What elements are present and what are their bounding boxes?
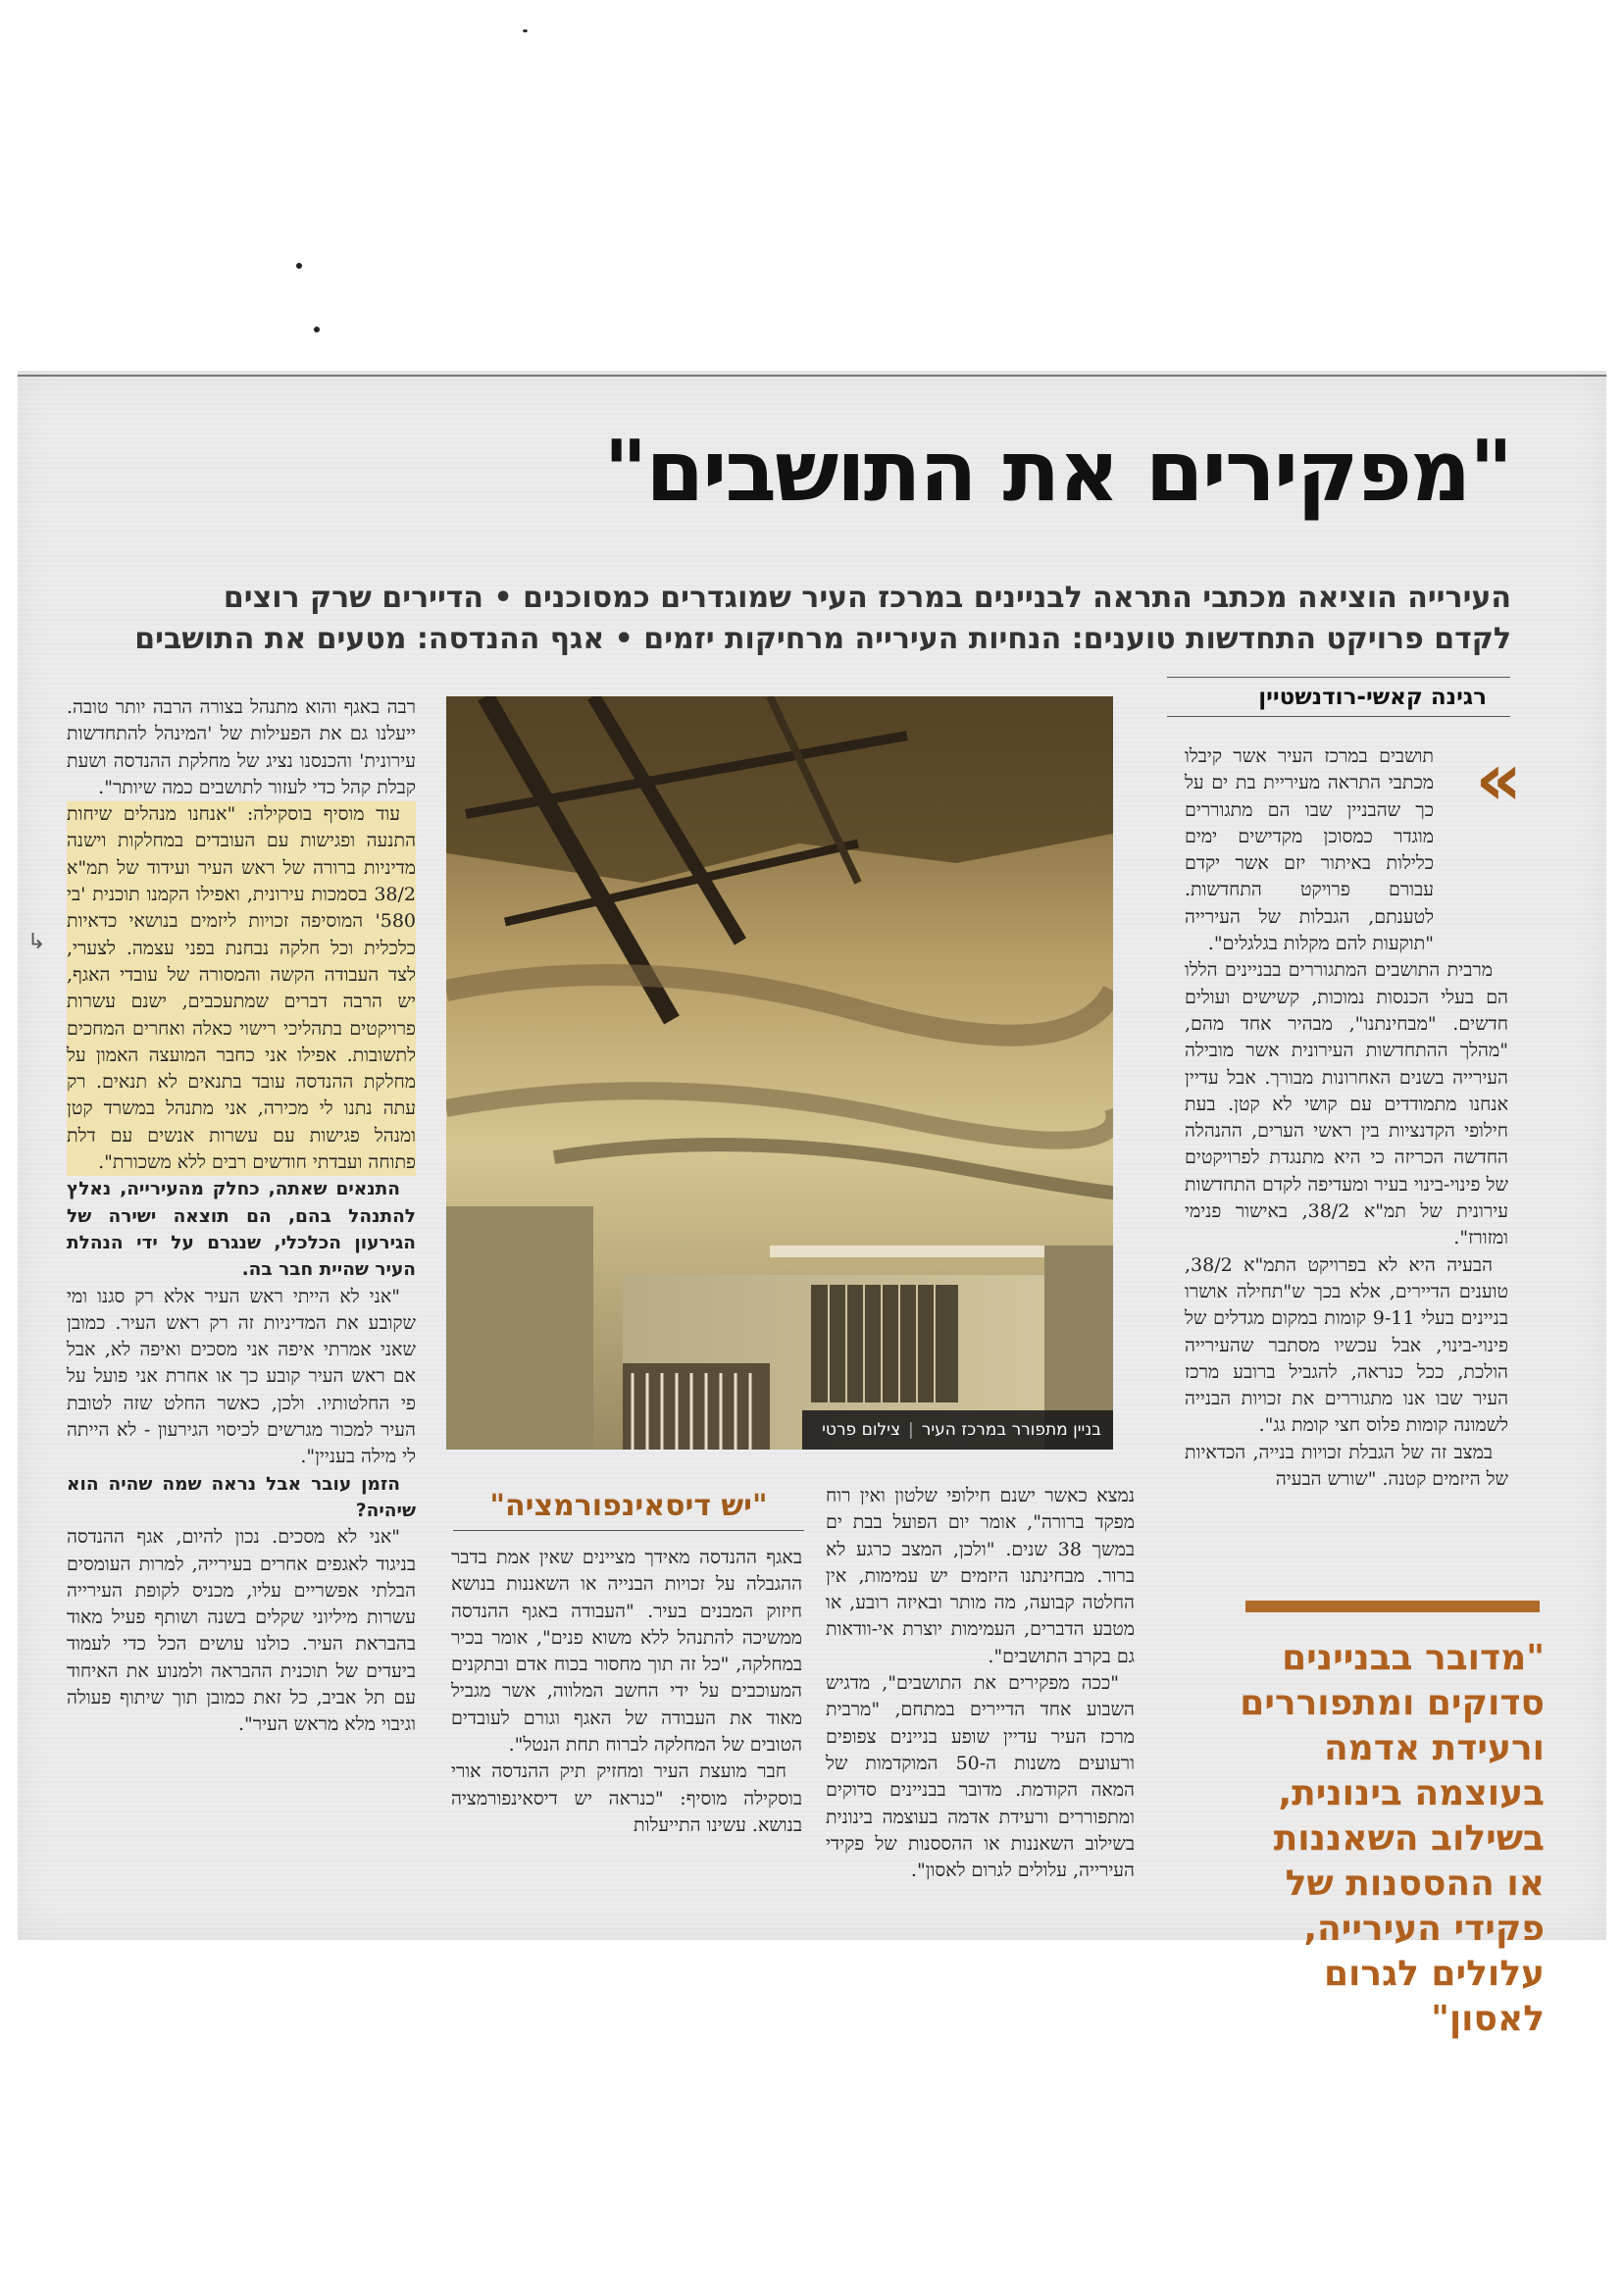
paragraph: תושבים במרכז העיר אשר קיבלו מכתבי התראה מעיריית בת ים על כך שהבניין שבו הם מתגוררים מוגדר כמסוכן מקדישים ימים כלילות באיתור יזם אשר יקדם עבורם פרויקט התחדשות. לטענתם, הגבלות של העירייה "תוקעות להם מקלות בגלגלים". [1185, 745, 1434, 955]
column-middle-bottom [826, 1483, 1135, 1884]
byline-rule [1167, 677, 1510, 678]
scan-speck [296, 263, 302, 269]
caption-separator: | [908, 1420, 914, 1440]
photo-caption-text: בניין מתפורר במרכז העיר [921, 1420, 1101, 1440]
pull-quote-rule [1245, 1601, 1540, 1612]
paragraph: מרבית התושבים המתגוררים בבניינים הללו הם בעלי הכנסות נמוכות, קשישים ועולים חדשים. "מבחינתנו", מבהיר אחד מהם, "מהלך ההתחדשות העירונית אשר מובילה העירייה בשנים האחרונות מבורך. אבל עדיין אנחנו מתמודדים עם קושי לא קטן. בעת חילופי הקדנציות בין ראשי הערים, ההנהלה החדשה הכריזה כי היא מתנגדת לפרויקטים של פינוי-בינוי בעיר ומעדיפה לקדם התחדשות עירונית של תמ"א 38/2, באישור פנימי ומזורז". [1185, 959, 1508, 1249]
section-heading-rule [453, 1530, 804, 1531]
subtitle-line-2: לקדם פרויקט התחדשות טוענים: הנחיות העירייה מרחיקות יזמים • אגף ההנדסה: מטעים את התושבים [134, 622, 1511, 656]
question-paragraph: התנאים שאתה, כחלק מהעירייה, נאלץ להתנהל בהם, הם תוצאה ישירה של הגירעון הכלכלי, שנגרם על ידי הנהלת העיר שהיית חבר בה. [67, 1179, 416, 1281]
scan-speck [523, 29, 528, 32]
paragraph: הבעיה היא לא בפרויקט התמ"א 38/2, טוענים הדיירים, אלא בכך ש"תחילה אושרו בניינים בעלי 9-11 קומות במקום מגדלים של פינוי-בינוי, אבל עכשיו מסתבר שהעירייה הולכת, ככל כנראה, להגביל ברובע מרכז העיר שבו אנו מתגוררים את זכויות הבנייה לשמונה קומות פלוס חצי קומת גג". [1185, 1253, 1508, 1437]
byline: רגינה קאשי-רודנשטיין [1258, 685, 1487, 710]
paragraph: באגף ההנדסה מאידך מציינים שאין אמת בדבר ההגבלה על זכויות הבנייה או השאננות בנושא חיזוק המבנים בעיר. "העבודה באגף ההנדסה ממשיכה להתנהל ללא משוא פנים", אומר בכיר במחלקה, "כל זה תוך מחסור בכוח אדם ובתקנים המעוכבים על ידי החשב המלווה, אשר מגביל מאוד את העבודה של האגף וגורם לעובדים הטובים של המחלקה לברוח תחת הנטל". [451, 1547, 802, 1757]
paragraph: "ככה מפקירים את התושבים", מדגיש השבוע אחד הדיירים במתחם, "מרבית מרכז העיר עדיין שופע בניינים צפופים ורעועים משנות ה-50 המוקדמות של המאה הקודמת. מדובר בבניינים סדוקים ומתפוררים ורעידת אדמה בעוצמה בינונית בשילוב השאננות או ההססנות של פקידי העירייה, עלולים לגרום לאסון". [826, 1672, 1135, 1882]
scan-speck [314, 327, 320, 332]
pull-quote: "מדובר בבניינים סדוקים ומתפוררים ורעידת אדמה בעוצמה בינונית, בשילוב השאננות או ההססנות של פקידי העירייה, עלולים לגרום לאסון" [1240, 1638, 1545, 2039]
photo-caption [802, 1410, 1113, 1450]
question-paragraph: הזמן עובר אבל נראה שמה שהיה הוא שיהיה? [67, 1473, 416, 1521]
headline: "מפקירים את התושבים" [603, 423, 1511, 521]
hand-arrow-icon: ↳ [27, 930, 46, 954]
paragraph: רבה באגף והוא מתנהל בצורה הרבה יותר טובה. ייעלנו גם את הפעילות של 'המינהל להתחדשות עירונית' והכנסנו נציג של מחלקת ההנדסה ושעת קבלת קהל כדי לעזור לתושבים כמה שיותר". [67, 696, 416, 798]
paragraph: "אני לא הייתי ראש העיר אלא רק סגנו ומי שקובע את המדיניות זה רק ראש העיר. כמובן שאני אמרתי איפה אני מסכים ואיפה לא, אבל אם ראש העיר קובע כך או אחרת אני פועל על פי החלטותיו. ולכן, כאשר החלט שזה לטובת העיר למכור מגרשים לכיסוי הגירעון - לא הייתה לי מילה בעניין". [67, 1285, 416, 1468]
column-left-middle-bottom [451, 1545, 802, 1839]
paragraph: "אני לא מסכים. נכון להיום, אגף ההנדסה בניגוד לאגפים אחרים בעירייה, למרות העומסים הבלתי אפשריים עליו, מכניס לקופת העירייה עשרות מיליוני שקלים בשנה ושותף פעיל מאוד בהבראת העיר. כולנו עושים הכל כדי לעמוד ביעדים של תוכנית ההבראה ולמנוע את האיחוד עם תל אביב, כל זאת כמובן תוך שיתוף פעולה וגיבוי מלא מראש העיר". [67, 1526, 416, 1736]
double-chevron-left-icon: » [1475, 738, 1522, 822]
highlighted-paragraph: עוד מוסיף בוסקילה: "אנחנו מנהלים שיחות התנעה ופגישות עם העובדים במחלקות וישנה מדיניות ברורה של ראש העיר ועידוד של תמ"א 38/2 בסמכות עירונית, ואפילו הקמנו תוכנית 'בי 580' המוסיפה זכויות ליזמים בנושאי כדאיות כלכלית וכל חלקה נבחנת בפני עצמה. לצערי, לצד העבודה הקשה והמסורה של עובדי האגף, יש הרבה דברים שמתעכבים, ישנם עשרות פרויקטים בתהליכי רישוי כאלה ואחרים המחכים לתשובות. אפילו אני כחבר המועצה האמון על מחלקת ההנדסה עובד בתנאים לא תנאים. רק עתה נתנו לי מכירה, אני מתנהל במשרד קטן ומנהל פגישות עם עשרות אנשים עם דלת פתוחה ועבדתי חודשים רבים ללא משכורת". [67, 801, 416, 1176]
paragraph: נמצא כאשר ישנם חילופי שלטון ואין רוח מפקד ברורה", אומר יום הפועל בבת ים במשך 38 שנים. "ולכן, המצב כרגע לא ברור. מבחינתנו היזמים יש עמימות, אין החלטה קבועה, מה מותר ובאיזה רובע, או מטבע הדברים, העמימות יוצרת אי-וודאות גם בקרב התושבים". [826, 1485, 1135, 1667]
byline-rule [1167, 716, 1510, 717]
paragraph: חבר מועצת העיר ומחזיק תיק ההנדסה אורי בוסקילה מוסיף: "כנראה יש דיסאינפורמציה בנושא. עשינו התייעלות [451, 1760, 802, 1836]
paragraph: במצב זה של הגבלת זכויות בנייה, הכדאיות של היזמים קטנה. "שורש הבעיה [1185, 1441, 1508, 1491]
subtitle-line-1: העירייה הוציאה מכתבי התראה לבניינים במרכז העיר שמוגדרים כמסוכנים • הדיירים שרק רוצים [223, 581, 1511, 615]
column-right [1185, 743, 1508, 1493]
photo-credit: צילום פרטי [822, 1420, 901, 1440]
section-heading: "יש דיסאינפורמציה" [489, 1489, 768, 1523]
crumbling-ceiling-image [446, 696, 1113, 1450]
top-rule [18, 375, 1606, 377]
column-left [67, 694, 416, 1739]
building-photo [446, 696, 1113, 1450]
